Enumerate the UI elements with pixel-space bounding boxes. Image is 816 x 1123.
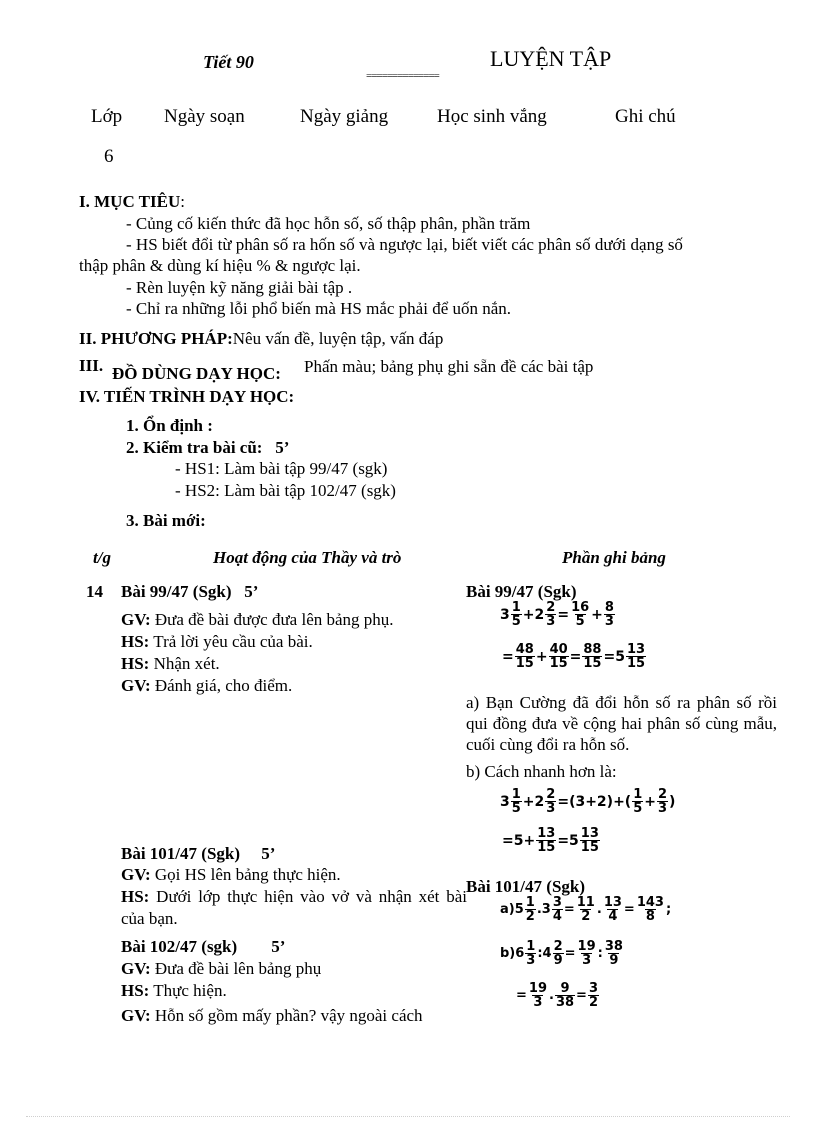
page-title: LUYỆN TẬP (490, 46, 612, 71)
board-explanation-a: a) Bạn Cường đã đổi hỗn số ra phân số rồi qui đồng đưa về cộng hai phân số cùng mẫu, cuối cùng đổi ra hỗn số. (466, 693, 777, 754)
review-item: - HS1: Làm bài tập 99/47 (sgk) (175, 459, 388, 478)
col-prep-date: Ngày soạn (164, 106, 245, 127)
activity-line: GV: Hỗn số gồm mấy phần? vậy ngoài cách (121, 1006, 423, 1025)
lesson-number: Tiết 90 (203, 52, 254, 72)
exercise-99-title: Bài 99/47 (Sgk) 5’ (121, 582, 259, 601)
step-new-lesson: 3. Bài mới: (126, 511, 206, 530)
col-header-time: t/g (93, 548, 111, 567)
section-method: II. PHƯƠNG PHÁP:Nêu vấn đề, luyện tập, vấn đáp (79, 329, 444, 348)
equation-101-b-line1: b) 6 $\frac{1}{3}$ : 4 $\frac{2}{9}$ = $\frac{19}{3}$ : $\frac{38}{9}$ (500, 939, 623, 968)
class-value: 6 (104, 146, 114, 167)
equation-99-line2: = $\frac{48}{15}$ + $\frac{40}{15}$ = $\frac{88}{15}$ = 5 $\frac{13}{15}$ (502, 642, 646, 671)
col-header-board: Phần ghi bảng (562, 548, 666, 567)
activity-line: GV: Đưa đề bài được đưa lên bảng phụ. (121, 610, 394, 629)
equation-99-fast-line2: = 5 + $\frac{13}{15}$ = 5 $\frac{13}{15}$ (502, 826, 599, 855)
equation-101-a: a) 5 $\frac{1}{2}$ . 3 $\frac{3}{4}$ = $\frac{11}{2}$ . $\frac{13}{4}$ = $\frac{143}{8}$ ; (500, 895, 672, 924)
col-notes: Ghi chú (615, 106, 676, 127)
step-review: 2. Kiểm tra bài cũ: 5’ (126, 438, 290, 457)
step-stabilize: 1. Ổn định : (126, 416, 213, 435)
section-materials-number: III. (79, 356, 104, 375)
objective-item: - Củng cố kiến thức đã học hỗn số, số thập phân, phần trăm (126, 214, 531, 233)
exercise-102-title: Bài 102/47 (sgk) 5’ (121, 937, 286, 956)
col-header-activity: Hoạt động của Thầy và trò (213, 548, 402, 567)
exercise-101-title: Bài 101/47 (Sgk) 5’ (121, 844, 276, 863)
equation-99-fast-line1: 3 $\frac{1}{5}$ + 2 $\frac{2}{3}$ = (3+2) +( $\frac{1}{5}$ + $\frac{2}{3}$ ) (500, 787, 676, 816)
objective-item: - HS biết đổi từ phân số ra hốn số và ngược lại, biết viết các phân số dưới dạng số (126, 235, 683, 254)
col-absent: Học sinh vắng (437, 106, 547, 127)
objective-item: - Chỉ ra những lỗi phổ biến mà HS mắc phải để uốn nắn. (126, 299, 512, 318)
board-exercise-99-title: Bài 99/47 (Sgk) (466, 582, 577, 601)
col-class: Lớp (91, 106, 123, 127)
section-process-heading: IV. TIẾN TRÌNH DẠY HỌC: (79, 387, 295, 406)
time-minutes: 14 (86, 582, 103, 601)
activity-line: GV: Gọi HS lên bảng thực hiện. (121, 865, 341, 884)
activity-line: HS: Nhận xét. (121, 654, 220, 673)
board-exercise-101-title: Bài 101/47 (Sgk) (466, 877, 586, 896)
board-explanation-b: b) Cách nhanh hơn là: (466, 762, 617, 781)
col-teach-date: Ngày giảng (300, 106, 389, 127)
activity-line: HS: Dưới lớp thực hiện vào vở và nhận xét bài của bạn. (121, 887, 467, 928)
section-materials-text: Phấn màu; bảng phụ ghi sẵn đề các bài tập (304, 357, 594, 376)
objective-item: - Rèn luyện kỹ năng giải bài tập . (126, 278, 353, 297)
equation-99-line1: 3 $\frac{1}{5}$ + 2 $\frac{2}{3}$ = $\frac{16}{5}$ + $\frac{8}{3}$ (500, 600, 614, 629)
page-bottom-divider (26, 1116, 790, 1117)
section-objectives-heading: I. MỤC TIÊU: (79, 192, 185, 211)
activity-line: GV: Đánh giá, cho điểm. (121, 676, 293, 695)
review-item: - HS2: Làm bài tập 102/47 (sgk) (175, 481, 396, 500)
title-underline: ============== (366, 70, 439, 82)
activity-line: HS: Thực hiện. (121, 981, 227, 1000)
activity-line: GV: Đưa đề bài lên bảng phụ (121, 959, 322, 978)
section-materials-heading: ĐỒ DÙNG DẠY HỌC: (112, 364, 281, 383)
equation-101-b-line2: = $\frac{19}{3}$ . $\frac{9}{38}$ = $\frac{3}{2}$ (516, 981, 598, 1010)
activity-line: HS: Trả lời yêu cầu của bài. (121, 632, 313, 651)
objective-item-continued: thập phân & dùng kí hiệu % & ngược lại. (79, 256, 361, 275)
